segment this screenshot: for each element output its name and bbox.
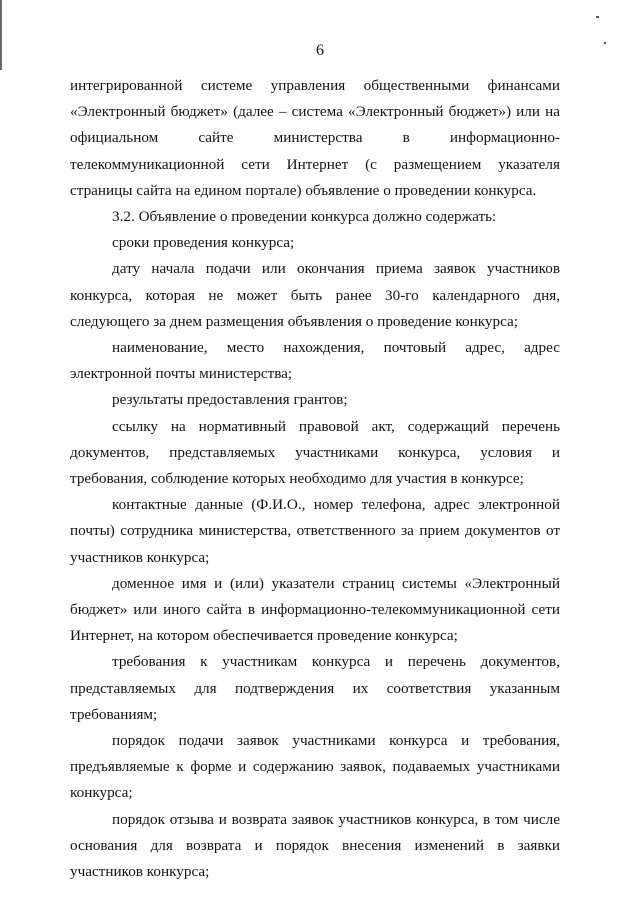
page-number: 6 xyxy=(316,42,324,59)
list-item-legal-act-link: ссылку на нормативный правовой акт, содержащий перечень документов, представляемых участниками конкурса, условия и требования, соблюдение которых необходимо для участия в конкурсе; xyxy=(70,417,560,488)
list-item-contact-person: контактные данные (Ф.И.О., номер телефона, адрес электронной почты) сотрудника министерства, ответственного за прием документов от участников конкурса; xyxy=(70,496,560,566)
list-item-grant-results: результаты предоставления грантов; xyxy=(112,391,348,409)
list-item-withdrawal-procedure: порядок отзыва и возврата заявок участников конкурса, в том числе основания для возврата и порядок внесения изменений в заявки участников конкурса; xyxy=(70,810,560,881)
list-item-contacts-ministry: наименование, место нахождения, почтовый адрес, адрес электронной почты министерства; xyxy=(70,339,560,383)
list-item-domain-name: доменное имя и (или) указатели страниц системы «Электронный бюджет» или иного сайта в информационно-телекоммуникационной сети Интернет, на котором обеспечивается проведение конкурса; xyxy=(70,574,560,645)
scan-speck xyxy=(596,16,599,18)
paragraph-continuation: интегрированной системе управления общественными финансами «Электронный бюджет» (далее – система «Электронный бюджет») или на официальном сайте министерства в информационно-телекоммуникационной сети Интернет (с размещением указателя страницы сайта на едином портале) объявление о проведении конкурса. xyxy=(70,77,560,199)
list-item-participant-requirements: требования к участникам конкурса и перечень документов, представляемых для подтверждения их соответствия указанным требованиям; xyxy=(70,653,560,723)
list-item-application-procedure: порядок подачи заявок участниками конкурса и требования, предъявляемые к форме и содержанию заявок, подаваемых участниками конкурса; xyxy=(70,732,560,802)
list-item-submission-dates: дату начала подачи или окончания приема заявок участников конкурса, которая не может быть ранее 30-го календарного дня, следующего за днем размещения объявления о проведение конкурса; xyxy=(70,260,560,330)
paragraph-section-3-2: 3.2. Объявление о проведении конкурса должно содержать: xyxy=(112,208,497,226)
list-item-deadlines: сроки проведения конкурса; xyxy=(112,234,295,252)
document-body xyxy=(70,73,560,885)
